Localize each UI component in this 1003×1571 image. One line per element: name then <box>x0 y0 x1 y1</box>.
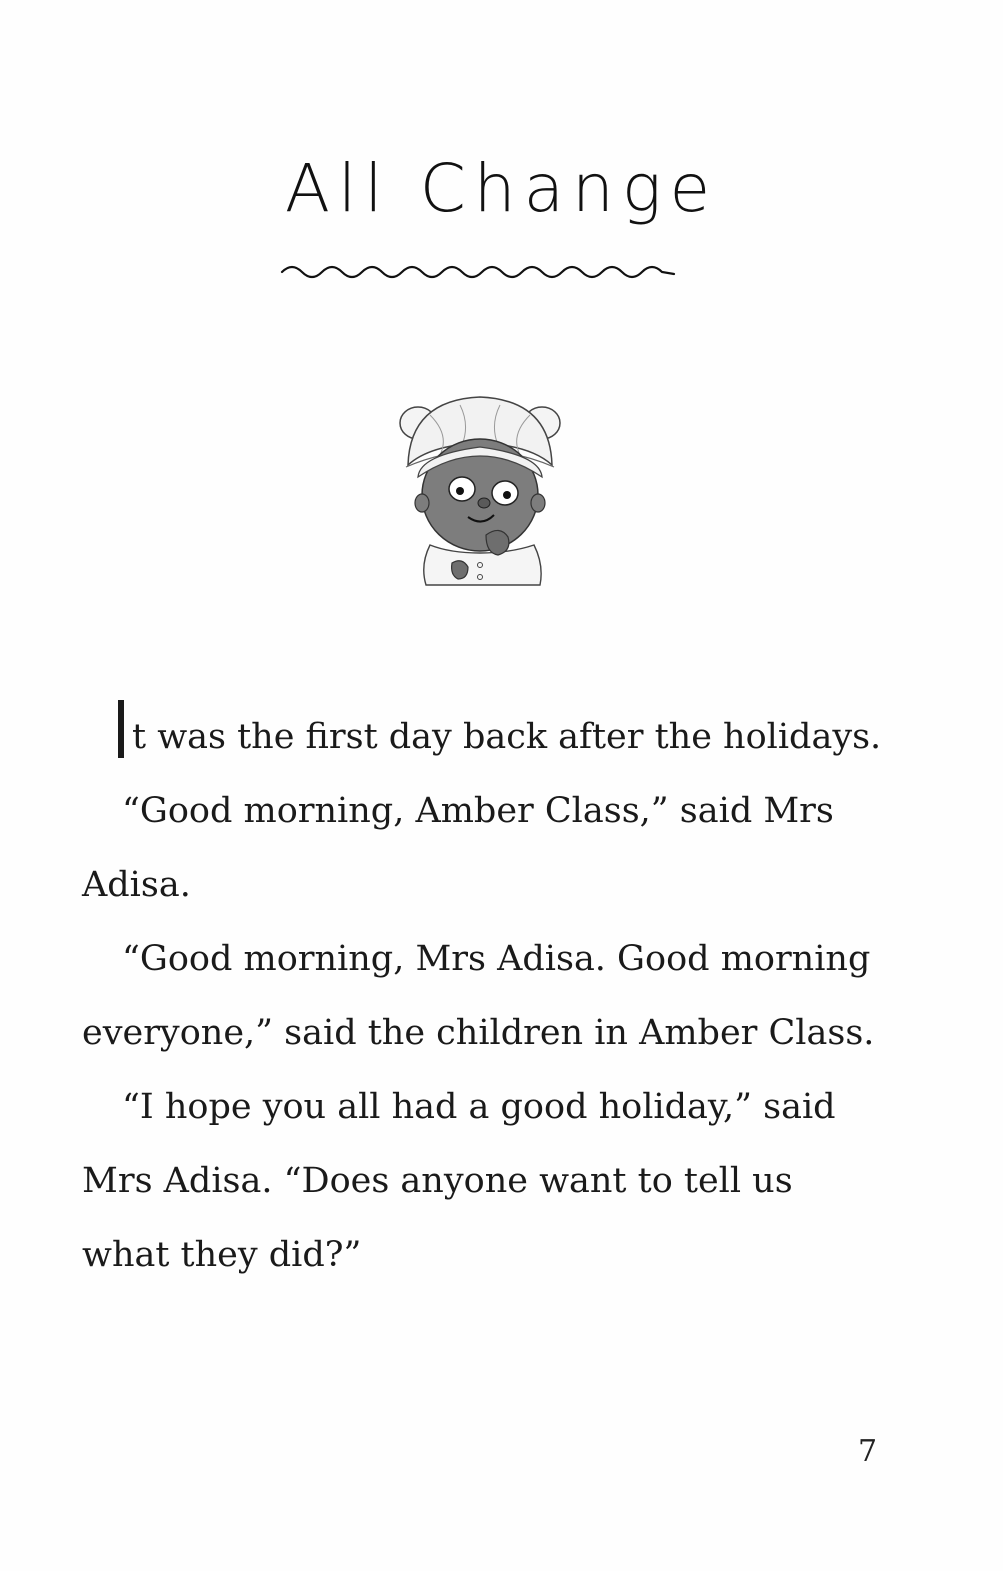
paragraph-3: “Good morning, Mrs Adisa. Good morning everyone,” said the children in Amber Class. <box>82 939 875 1053</box>
story-body <box>82 700 882 1292</box>
drop-cap-letter <box>118 700 124 758</box>
paragraph-1 <box>82 700 882 774</box>
paragraph-2: “Good morning, Amber Class,” said Mrs Adisa. <box>82 791 834 905</box>
chapter-title: All Change <box>284 150 719 227</box>
title-underline-squiggle <box>280 258 676 284</box>
child-in-bobble-hat-illustration <box>390 385 570 590</box>
paragraph-1-text: t was the first day back after the holidays. <box>132 717 882 757</box>
page-number: 7 <box>858 1434 878 1469</box>
paragraph-4: “I hope you all had a good holiday,” said Mrs Adisa. “Does anyone want to tell us what they did?” <box>82 1087 836 1275</box>
